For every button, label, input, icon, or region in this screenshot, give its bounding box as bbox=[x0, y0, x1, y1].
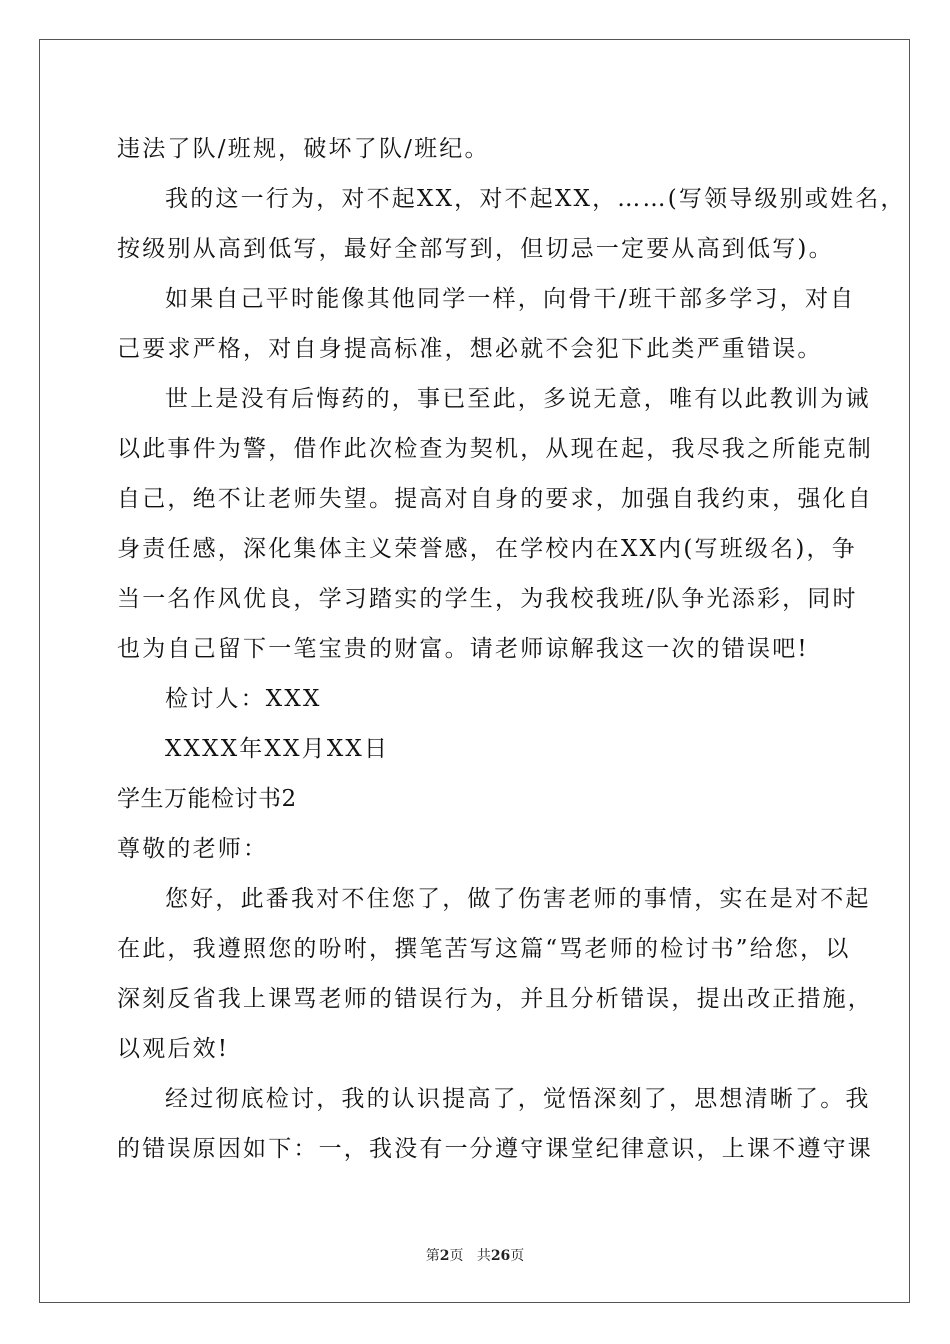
text-line: 以观后效! bbox=[117, 1036, 230, 1062]
text-line: 当一名作风优良，学习踏实的学生，为我校我班/队争光添彩，同时 bbox=[117, 586, 858, 612]
text-line: 我的这一行为，对不起XX，对不起XX，……(写领导级别或姓名， bbox=[165, 186, 906, 212]
text-line: 如果自己平时能像其他同学一样，向骨干/班干部多学习，对自 bbox=[165, 286, 856, 312]
text-line: 以此事件为警，借作此次检查为契机，从现在起，我尽我之所能克制 bbox=[117, 436, 873, 462]
text-line: 按级别从高到低写，最好全部写到，但切忌一定要从高到低写)。 bbox=[117, 236, 834, 262]
text-line: 身责任感，深化集体主义荣誉感，在学校内在XX内(写班级名)，争 bbox=[117, 536, 857, 562]
total-prefix: 共 bbox=[476, 1248, 491, 1264]
salutation: 尊敬的老师： bbox=[117, 836, 269, 862]
total-pages: 26 bbox=[490, 1248, 511, 1264]
total-suffix: 页 bbox=[510, 1248, 525, 1264]
text-line: 深刻反省我上课骂老师的错误行为，并且分析错误，提出改正措施， bbox=[117, 986, 873, 1012]
document-body bbox=[117, 124, 906, 1174]
page-suffix: 页 bbox=[449, 1248, 464, 1264]
text-line: 己要求严格，对自身提高标准，想必就不会犯下此类严重错误。 bbox=[117, 336, 823, 362]
text-line: 在此，我遵照您的吩咐，撰笔苦写这篇“骂老师的检讨书”给您，以 bbox=[117, 936, 851, 962]
text-line: 您好，此番我对不住您了，做了伤害老师的事情，实在是对不起 bbox=[165, 886, 871, 912]
text-line: 的错误原因如下：一，我没有一分遵守课堂纪律意识，上课不遵守课 bbox=[117, 1136, 873, 1162]
text-line: 世上是没有后悔药的，事已至此，多说无意，唯有以此教训为诫 bbox=[165, 386, 871, 412]
text-line: 经过彻底检讨，我的认识提高了，觉悟深刻了，思想清晰了。我 bbox=[165, 1086, 871, 1112]
text-line: 违法了队/班规，破坏了队/班纪。 bbox=[117, 136, 490, 162]
date-line: XXXX年XX月XX日 bbox=[165, 736, 390, 762]
text-line: 也为自己留下一笔宝贵的财富。请老师谅解我这一次的错误吧! bbox=[117, 636, 809, 662]
page-footer bbox=[0, 1245, 950, 1265]
text-line: 自己，绝不让老师失望。提高对自身的要求，加强自我约束，强化自 bbox=[117, 486, 873, 512]
page-number: 2 bbox=[439, 1248, 450, 1264]
signature-line: 检讨人：XXX bbox=[165, 686, 322, 712]
section-title: 学生万能检讨书2 bbox=[117, 786, 297, 812]
page-prefix: 第 bbox=[425, 1248, 440, 1264]
